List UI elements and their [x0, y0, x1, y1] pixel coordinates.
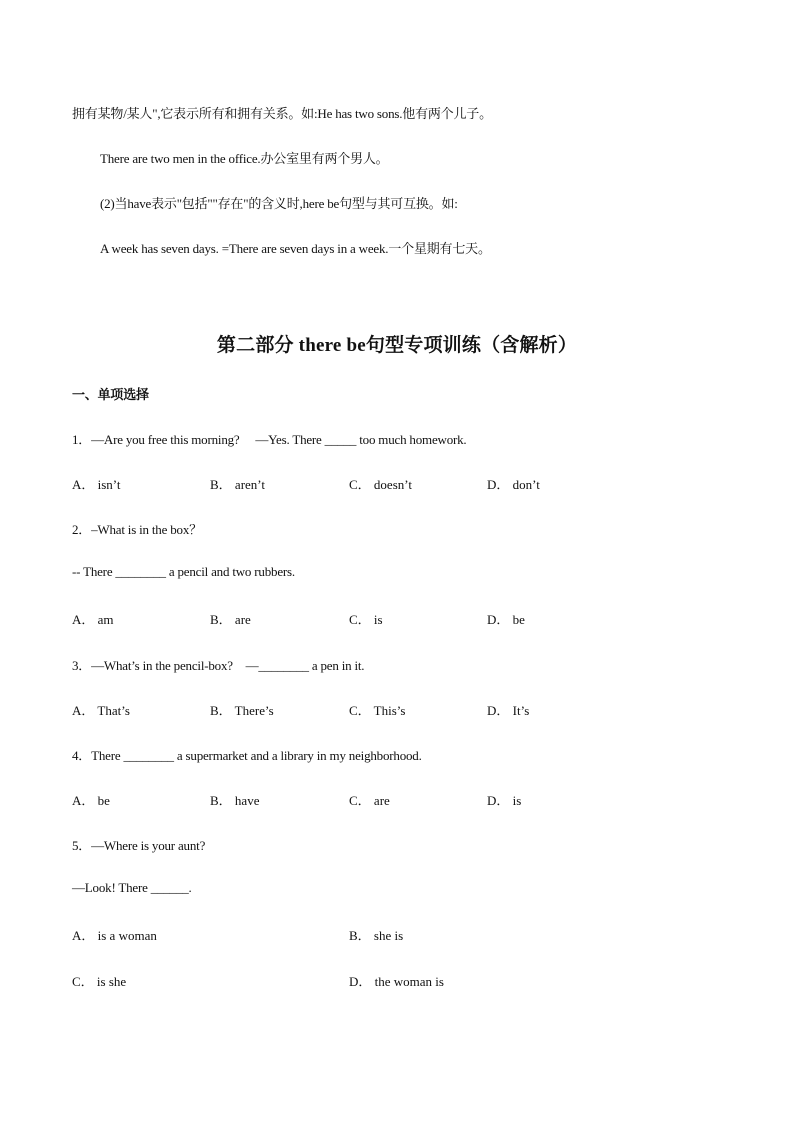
question-1-option-d[interactable]: D． don’t: [487, 477, 540, 492]
question-1-option-c[interactable]: C． doesn’t: [349, 477, 412, 492]
intro-paragraph-2: There are two men in the office.办公室里有两个男人。: [100, 151, 389, 166]
question-2-option-c[interactable]: C． is: [349, 612, 383, 627]
question-5-stem: 5．—Where is your aunt?: [72, 838, 206, 853]
question-2-stem: 2．–What is in the box？: [72, 522, 202, 537]
question-5-option-d[interactable]: D． the woman is: [349, 974, 444, 989]
question-5-option-c[interactable]: C． is she: [72, 974, 127, 989]
question-2-option-d[interactable]: D． be: [487, 612, 525, 627]
question-4-option-b[interactable]: B． have: [210, 793, 260, 808]
part-title: 第二部分 there be句型专项训练（含解析）: [216, 335, 578, 356]
section-title: 一、单项选择: [72, 387, 149, 402]
question-1-option-a[interactable]: A． isn’t: [72, 477, 121, 492]
intro-paragraph-3: (2)当have表示"包括""存在"的含义时,here be句型与其可互换。如:: [100, 196, 458, 211]
question-2-option-b[interactable]: B． are: [210, 612, 251, 627]
question-3-stem: 3．—What’s in the pencil-box? —________ a pen in it.: [72, 658, 365, 673]
question-2-option-a[interactable]: A． am: [72, 612, 114, 627]
question-5-option-b[interactable]: B． she is: [349, 928, 404, 943]
question-5-stem-line-2: —Look! There ______.: [72, 880, 192, 895]
question-3-option-b[interactable]: B． There’s: [210, 703, 274, 718]
question-3-option-a[interactable]: A． That’s: [72, 703, 130, 718]
question-3-option-d[interactable]: D． It’s: [487, 703, 530, 718]
question-3-option-c[interactable]: C． This’s: [349, 703, 406, 718]
question-1-stem: 1．—Are you free this morning? —Yes. There _____ too much homework.: [72, 432, 467, 447]
question-4-option-d[interactable]: D． is: [487, 793, 522, 808]
intro-paragraph-4: A week has seven days. =There are seven days in a week.一个星期有七天。: [100, 241, 491, 256]
question-4-stem: 4．There ________ a supermarket and a library in my neighborhood.: [72, 748, 422, 763]
question-2-stem-line-2: -- There ________ a pencil and two rubbers.: [72, 564, 295, 579]
question-4-option-a[interactable]: A． be: [72, 793, 110, 808]
question-1-option-b[interactable]: B． aren’t: [210, 477, 265, 492]
question-4-option-c[interactable]: C． are: [349, 793, 390, 808]
question-5-option-a[interactable]: A． is a woman: [72, 928, 157, 943]
intro-paragraph-1: 拥有某物/某人",它表示所有和拥有关系。如:He has two sons.他有两个儿子。: [72, 106, 492, 121]
